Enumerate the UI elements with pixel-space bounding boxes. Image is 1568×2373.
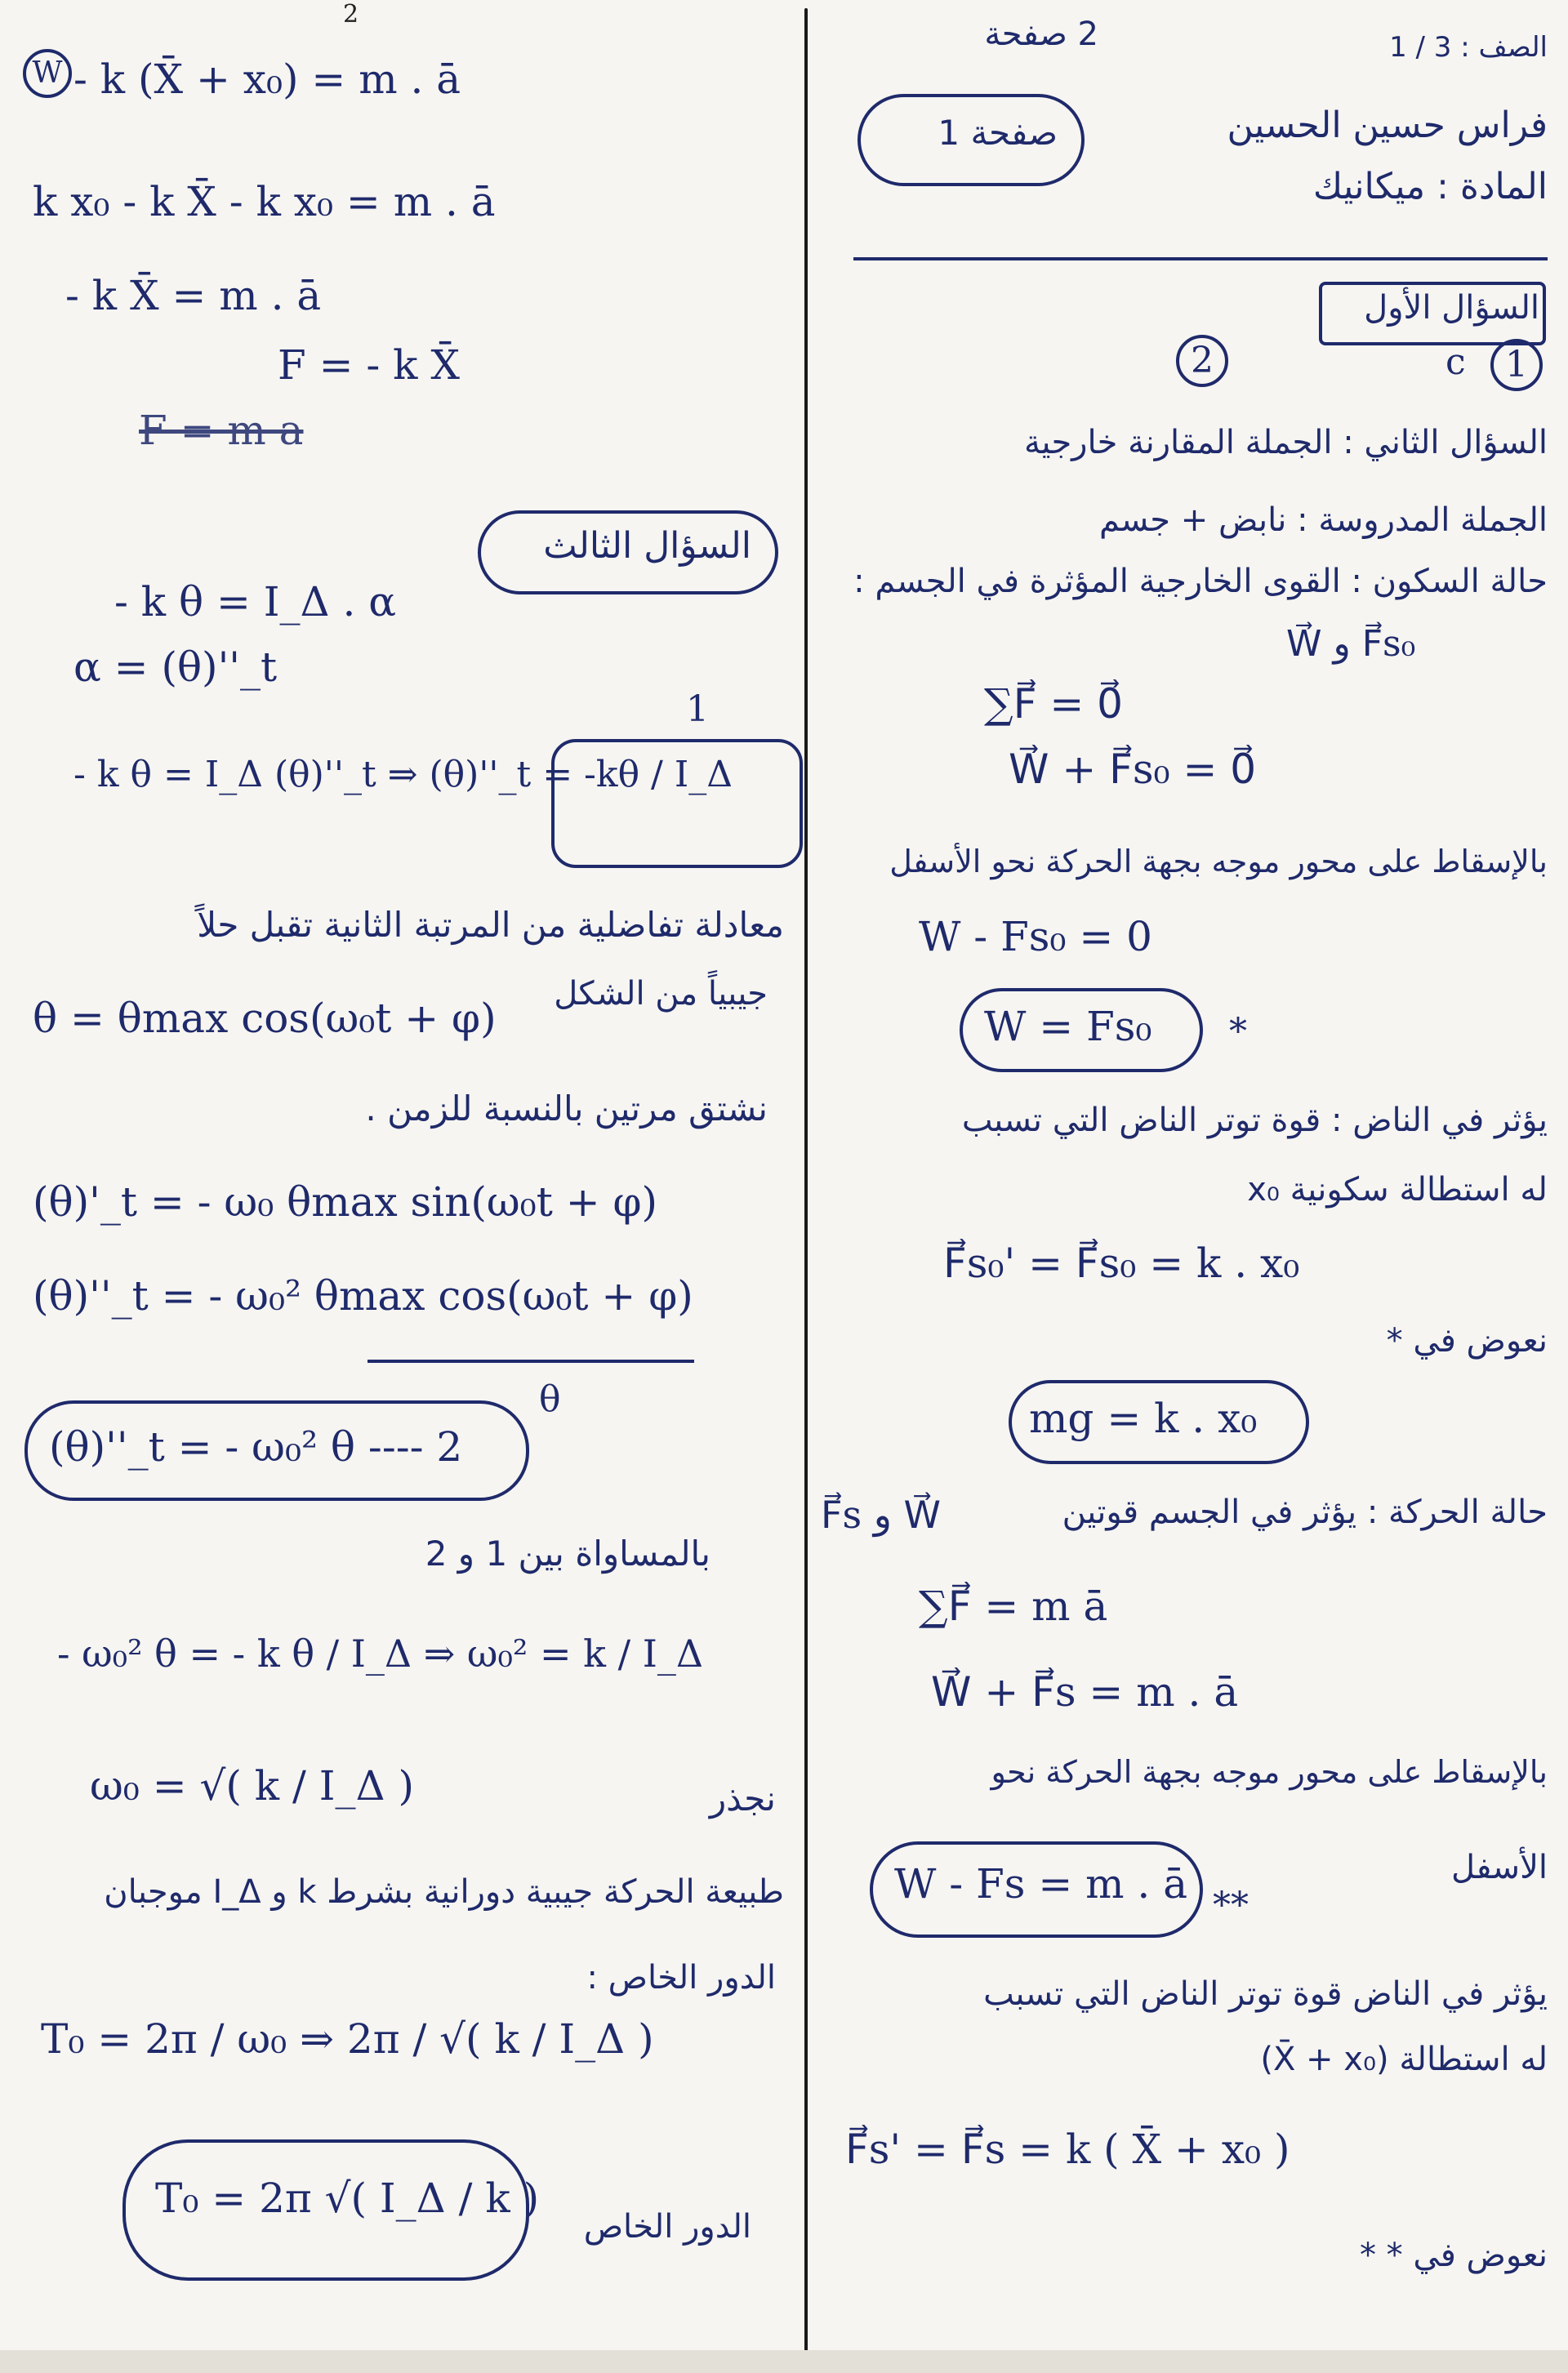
left-line-20: الدور الخاص : [586, 1959, 776, 1997]
right-line-4: W⃗ و F⃗s₀ [1286, 623, 1416, 665]
right-line-16: F⃗s و W⃗ [821, 1493, 942, 1537]
right-line-5: ∑F⃗ = 0⃗ [984, 680, 1123, 728]
left-line-23: الدور الخاص [583, 2208, 751, 2246]
star-mark: * [1229, 1011, 1247, 1053]
right-line-6: W⃗ + F⃗s₀ = 0⃗ [1009, 746, 1257, 793]
right-line-1: السؤال الثاني : الجملة المقارنة خارجية [1023, 424, 1548, 461]
right-line-8: W - Fs₀ = 0 [919, 913, 1152, 960]
column-divider [804, 8, 808, 2360]
q3-title: السؤال الثالث [543, 525, 751, 567]
right-line-18: W⃗ + F⃗s = m . ā [931, 1668, 1239, 1716]
right-line-13: نعوض في * [1386, 1322, 1548, 1360]
left-line-3: - k X̄ = m . ā [65, 272, 322, 319]
left-line-13: (θ)''_t = - ω₀² θmax cos(ω₀t + φ) [33, 1272, 693, 1320]
right-line-22: يؤثر في الناض قوة توتر الناض التي تسبب [983, 1975, 1548, 2013]
q1-answer-2: 2 [1176, 335, 1228, 387]
subject-label: المادة : ميكانيك [1312, 166, 1548, 207]
left-line-8: معادلة تفاضلية من المرتبة الثانية تقبل حلاً [197, 905, 784, 945]
double-star-mark-1: ** [1213, 1885, 1249, 1926]
right-line-17: ∑F⃗ = m ā [919, 1583, 1108, 1630]
right-line-23: له استطالة (X̄ + x₀) [1260, 2041, 1548, 2078]
left-line-14: (θ)''_t = - ω₀² θ ---- 2 [49, 1423, 463, 1471]
left-line-10: جيبياً من الشكل [554, 975, 768, 1013]
right-line-21: W - Fs = m . ā [894, 1860, 1188, 1908]
left-line-12: (θ)'_t = - ω₀ θmax sin(ω₀t + φ) [33, 1178, 658, 1226]
right-line-12: F⃗s₀' = F⃗s₀ = k . x₀ [943, 1240, 1300, 1287]
left-line-9: θ = θmax cos(ω₀t + φ) [33, 995, 497, 1042]
page-oval-label: صفحة 1 [938, 113, 1058, 153]
right-line-11: له استطالة سكونية x₀ [1247, 1171, 1548, 1209]
q1-title: السؤال الأول [1364, 289, 1539, 327]
right-line-14: mg = k . x₀ [1029, 1395, 1258, 1442]
student-name: فراس حسين الحسين [1227, 105, 1548, 146]
w-circle-mark: W [23, 49, 72, 98]
right-line-15: حالة الحركة : يؤثر في الجسم قوتين [1062, 1494, 1548, 1531]
right-line-7: بالإسقاط على محور موجه بجهة الحركة نحو الأسفل [889, 844, 1548, 879]
left-line-4: F = - k X̄ [278, 341, 460, 389]
q1-answer-1-letter: c [1446, 341, 1466, 383]
bottom-page-edge [0, 2350, 1568, 2373]
left-line-1: - k (X̄ + x₀) = m . ā [74, 56, 461, 103]
right-line-2: الجملة المدروسة : نابض + جسم [1098, 501, 1548, 539]
right-line-20: الأسفل [1451, 1849, 1548, 1886]
right-line-25: نعوض في * * [1359, 2237, 1548, 2274]
cropped-page-number: 2 [343, 0, 359, 29]
left-line-2: k x₀ - k X̄ - k x₀ = m . ā [33, 178, 496, 225]
left-line-18: نجذر [709, 1779, 776, 1819]
left-line-11: نشتق مرتين بالنسبة للزمن . [365, 1089, 768, 1129]
right-column [821, 0, 1556, 2373]
left-line-5: - k θ = I_Δ . α [114, 578, 397, 626]
left-column [16, 0, 792, 2373]
right-line-3: حالة السكون : القوى الخارجية المؤثرة في الجسم : [853, 563, 1548, 600]
header-separator [853, 257, 1548, 260]
right-line-24: F⃗s' = F⃗s = k ( X̄ + x₀ ) [845, 2126, 1290, 2173]
left-line-6: α = (θ)''_t [74, 643, 278, 691]
right-line-9: W = Fs₀ [984, 1003, 1152, 1050]
top-right-partial: الصف : 3 / 1 [1389, 31, 1548, 64]
wavy-underline [368, 1360, 694, 1363]
right-line-19: بالإسقاط على محور موجه بجهة الحركة نحو [991, 1754, 1548, 1790]
left-line-16: - ω₀² θ = - k θ / I_Δ ⇒ ω₀² = k / I_Δ [57, 1632, 704, 1676]
eq-number-1: 1 [686, 688, 709, 730]
left-line-15: بالمساواة بين 1 و 2 [425, 1534, 710, 1574]
right-line-10: يؤثر في الناض : قوة توتر الناض التي تسبب [961, 1102, 1548, 1139]
left-line-19: طبيعة الحركة جيبية دورانية بشرط k و I_Δ موجبان [104, 1873, 784, 1911]
page-label: 2 صفحة [984, 16, 1098, 53]
left-line-21: T₀ = 2π / ω₀ ⇒ 2π / √( k / I_Δ ) [41, 2015, 654, 2063]
q1-answer-1: 1 [1490, 339, 1543, 391]
left-line-22: T₀ = 2π √( I_Δ / k ) [155, 2175, 540, 2222]
left-line-crossed: F = m a [139, 407, 304, 454]
left-line-7: - k θ = I_Δ (θ)''_t ⇒ (θ)''_t = -kθ / I_Δ [74, 754, 733, 795]
theta-mark: θ [539, 1378, 561, 1420]
left-line-17: ω₀ = √( k / I_Δ ) [90, 1762, 414, 1810]
